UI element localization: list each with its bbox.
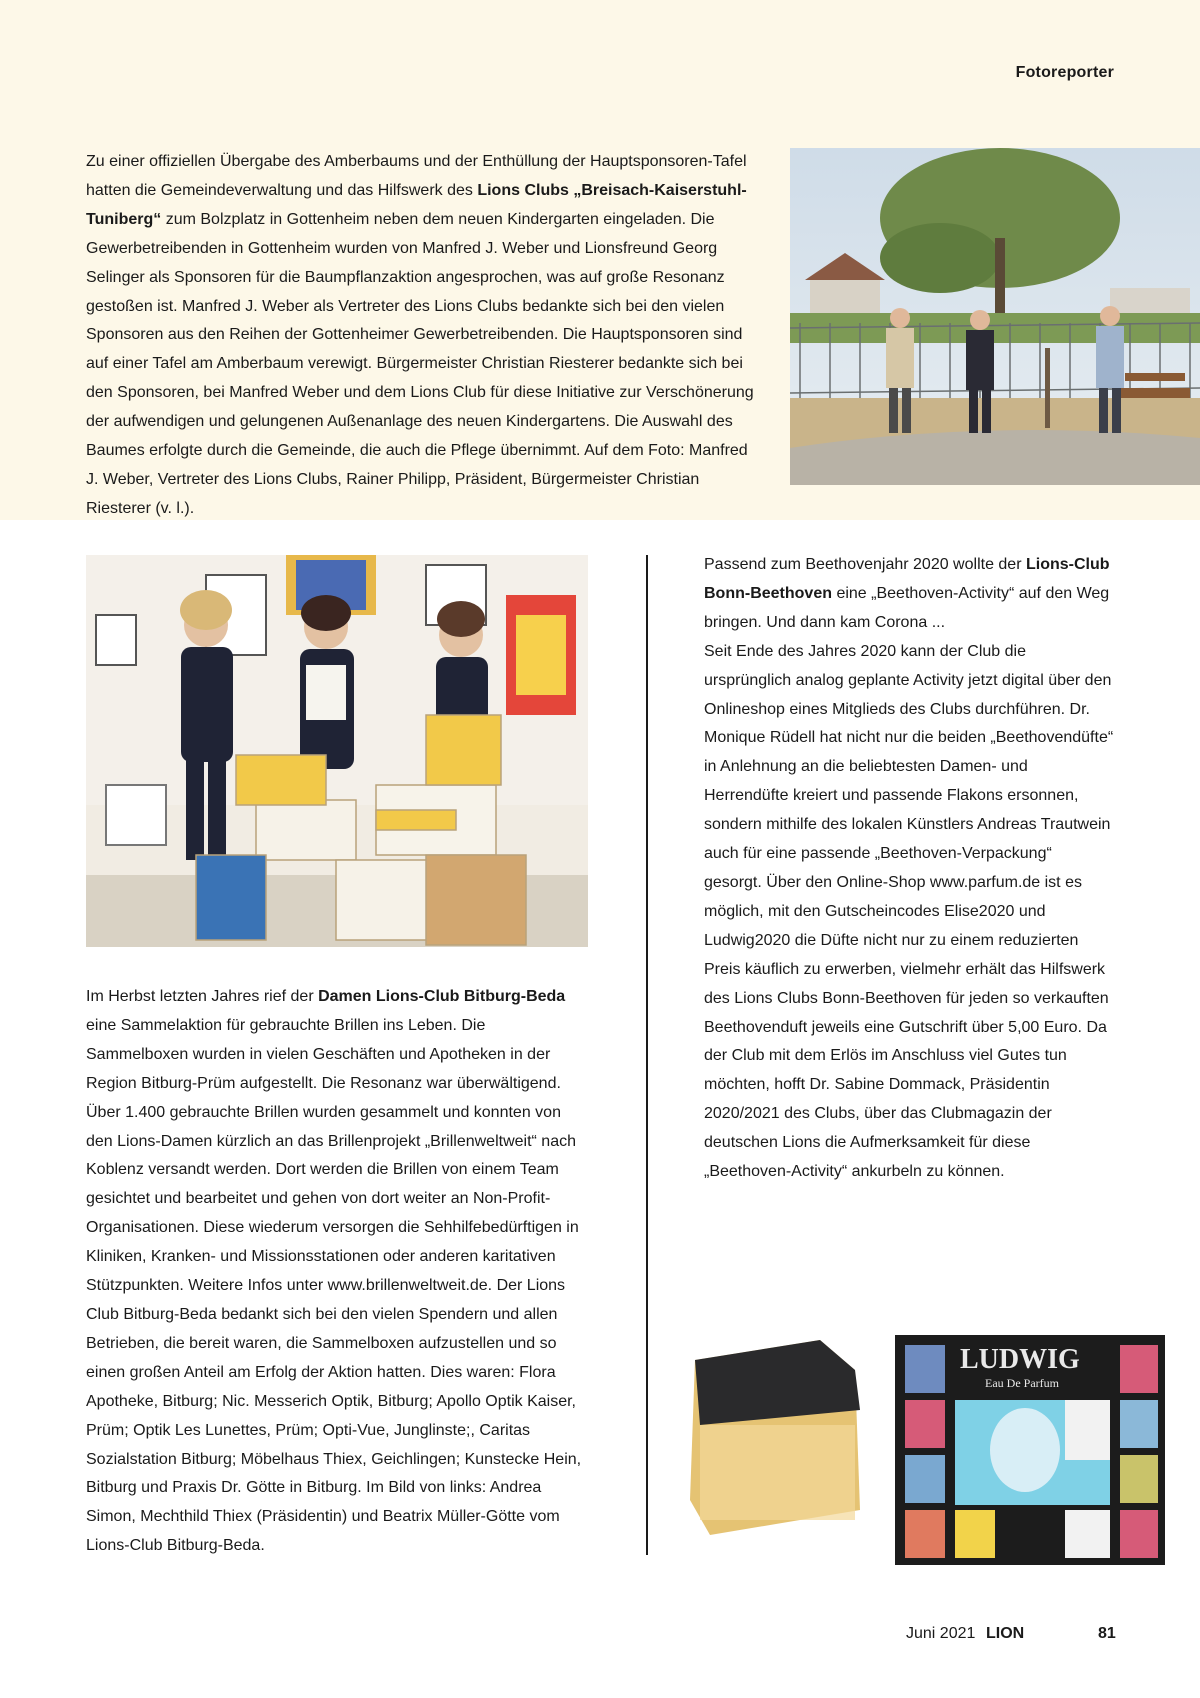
article-text-part: Passend zum Beethovenjahr 2020 wollte der (704, 556, 1026, 573)
footer-magazine-name: LION (986, 1625, 1025, 1642)
section-label: Fotoreporter (1015, 64, 1114, 81)
perfume-box-subtitle: Eau De Parfum (985, 1376, 1059, 1390)
article-text-part: eine „Beethoven-Activity“ auf den Weg bringen. Und dann kam Corona ... (704, 584, 1110, 631)
article-bonn-text (704, 551, 1114, 1187)
club-name: Lions-Club Bonn-Beethoven (704, 556, 1110, 602)
photo-glasses-collection (86, 555, 588, 947)
footer-page-number: 81 (1098, 1625, 1116, 1642)
article-text-part: Im Herbst letzten Jahres rief der (86, 988, 319, 1005)
footer-issue-date: Juni 2021 (906, 1625, 976, 1642)
column-divider (646, 555, 648, 1555)
article-text-part: Zu einer offiziellen Übergabe des Amberbaums und der Enthüllung der Hauptsponsoren-Tafel hatten die Gemeindeverwaltung und das Hilfswerk des (86, 153, 747, 199)
article-text-part: eine Sammelaktion für gebrauchte Brillen ins Leben. Die Sammelboxen wurden in vielen Geschäften und Apotheken in der Region Bitburg-Prüm aufgestellt. Die Resonanz war überwältigend. Über 1.400 gebrauchte Brillen wurden gesammelt und konnten von den Lions-Damen kürzlich an das Brillenprojekt „Brillenweltweit“ nach Koblenz versandt werden. Dort werden die Brillen von einem Team gesichtet und bearbeitet und gehen von dort weiter an Non-Profit-Organisationen. Diese wiederum versorgen die Sehhilfebedürftigen in Kliniken, Kranken- und Missionsstationen oder anderen karitativen Stützpunkten. Weitere Infos unter www.brillenweltweit.de. Der Lions Club Bitburg-Beda bedankt sich bei den vielen Spendern und allen Betrieben, die bereit waren, die Sammelboxen aufzustellen und so einen großen Anteil am Erfolg der Aktion hatten. Dies waren: Flora Apotheke, Bitburg; Nic. Messerich Optik, Bitburg; Apollo Optik Kaiser, Prüm; Optik Les Lunettes, Prüm; Opti-Vue, Junglinste;, Caritas Sozialstation Bitburg; Möbelhaus Thiex, Geichlingen; Kunstecke Hein, Bitburg und Praxis Dr. Götte in Bitburg. Im Bild von links: Andrea Simon, Mechthild Thiex (Präsidentin) und Beatrix Müller-Götte vom Lions-Club Bitburg-Beda. (86, 1016, 582, 1555)
article-text-part: zum Bolzplatz in Gottenheim neben dem neuen Kindergarten eingeladen. Die Gewerbetreibenden in Gottenheim wurden von Manfred J. Weber und Lionsfreund Georg Selinger als Sponsoren für die Baumpflanzaktion angesprochen, was auf große Resonanz gestoßen ist. Manfred J. Weber als Vertreter des Lions Clubs bedankte sich bei den vielen Sponsoren aus den Reihen der Gottenheimer Gewerbetreibenden. Die Hauptsponsoren sind auf einer Tafel am Amberbaum verewigt. Bürgermeister Christian Riesterer bedankte sich bei den Sponsoren, bei Manfred Weber und dem Lions Club für diese Initiative zur Verschönerung der aufwendigen und gelungenen Außenanlage des neuen Kindergartens. Die Auswahl des Baumes erfolgte durch die Gemeinde, die auch die Pflege übernimmt. Auf dem Foto: Manfred J. Weber, Vertreter des Lions Clubs, Rainer Philipp, Präsident, Bürgermeister Christian Riesterer (v. l.). (86, 210, 754, 517)
article-text-part: Seit Ende des Jahres 2020 kann der Club die ursprünglich analog geplante Activity jetzt digital über den Onlineshop eines Mitglieds des Clubs durchführen. Dr. Monique Rüdell hat nicht nur die beiden „Beethovendüfte“ in Anlehnung an die beliebtesten Damen- und Herrendüfte kreiert und passende Flakons ersonnen, sondern mithilfe des lokalen Künstlers Andreas Trautwein auch für eine passende „Beethoven-Verpackung“ gesorgt. Über den Online-Shop www.parfum.de ist es möglich, mit den Gutscheincodes Elise2020 und Ludwig2020 die Düfte nicht nur zu einem reduzierten Preis käuflich zu erwerben, vielmehr erhält das Hilfswerk des Lions Clubs Bonn-Beethoven für jeden so verkauften Beethovenduft jeweils eine Gutschrift über 5,00 Euro. Da der Club mit dem Erlös im Anschluss viel Gutes tun möchten, hofft Dr. Sabine Dommack, Präsidentin 2020/2021 des Clubs, über das Clubmagazin der deutschen Lions die Aufmerksamkeit für diese „Beethoven-Activity“ ankurbeln zu können. (704, 642, 1114, 1181)
article-gottenheim-text (86, 148, 756, 524)
club-name: Damen Lions-Club Bitburg-Beda (318, 988, 566, 1005)
photo-perfume-product (670, 1250, 1180, 1565)
perfume-box-brand: LUDWIG (960, 1344, 1080, 1375)
article-bitburg-text (86, 983, 586, 1561)
photo-tree-ceremony (790, 148, 1200, 485)
club-name: Lions Clubs „Breisach-Kaiserstuhl-Tuniberg“ (86, 181, 747, 228)
